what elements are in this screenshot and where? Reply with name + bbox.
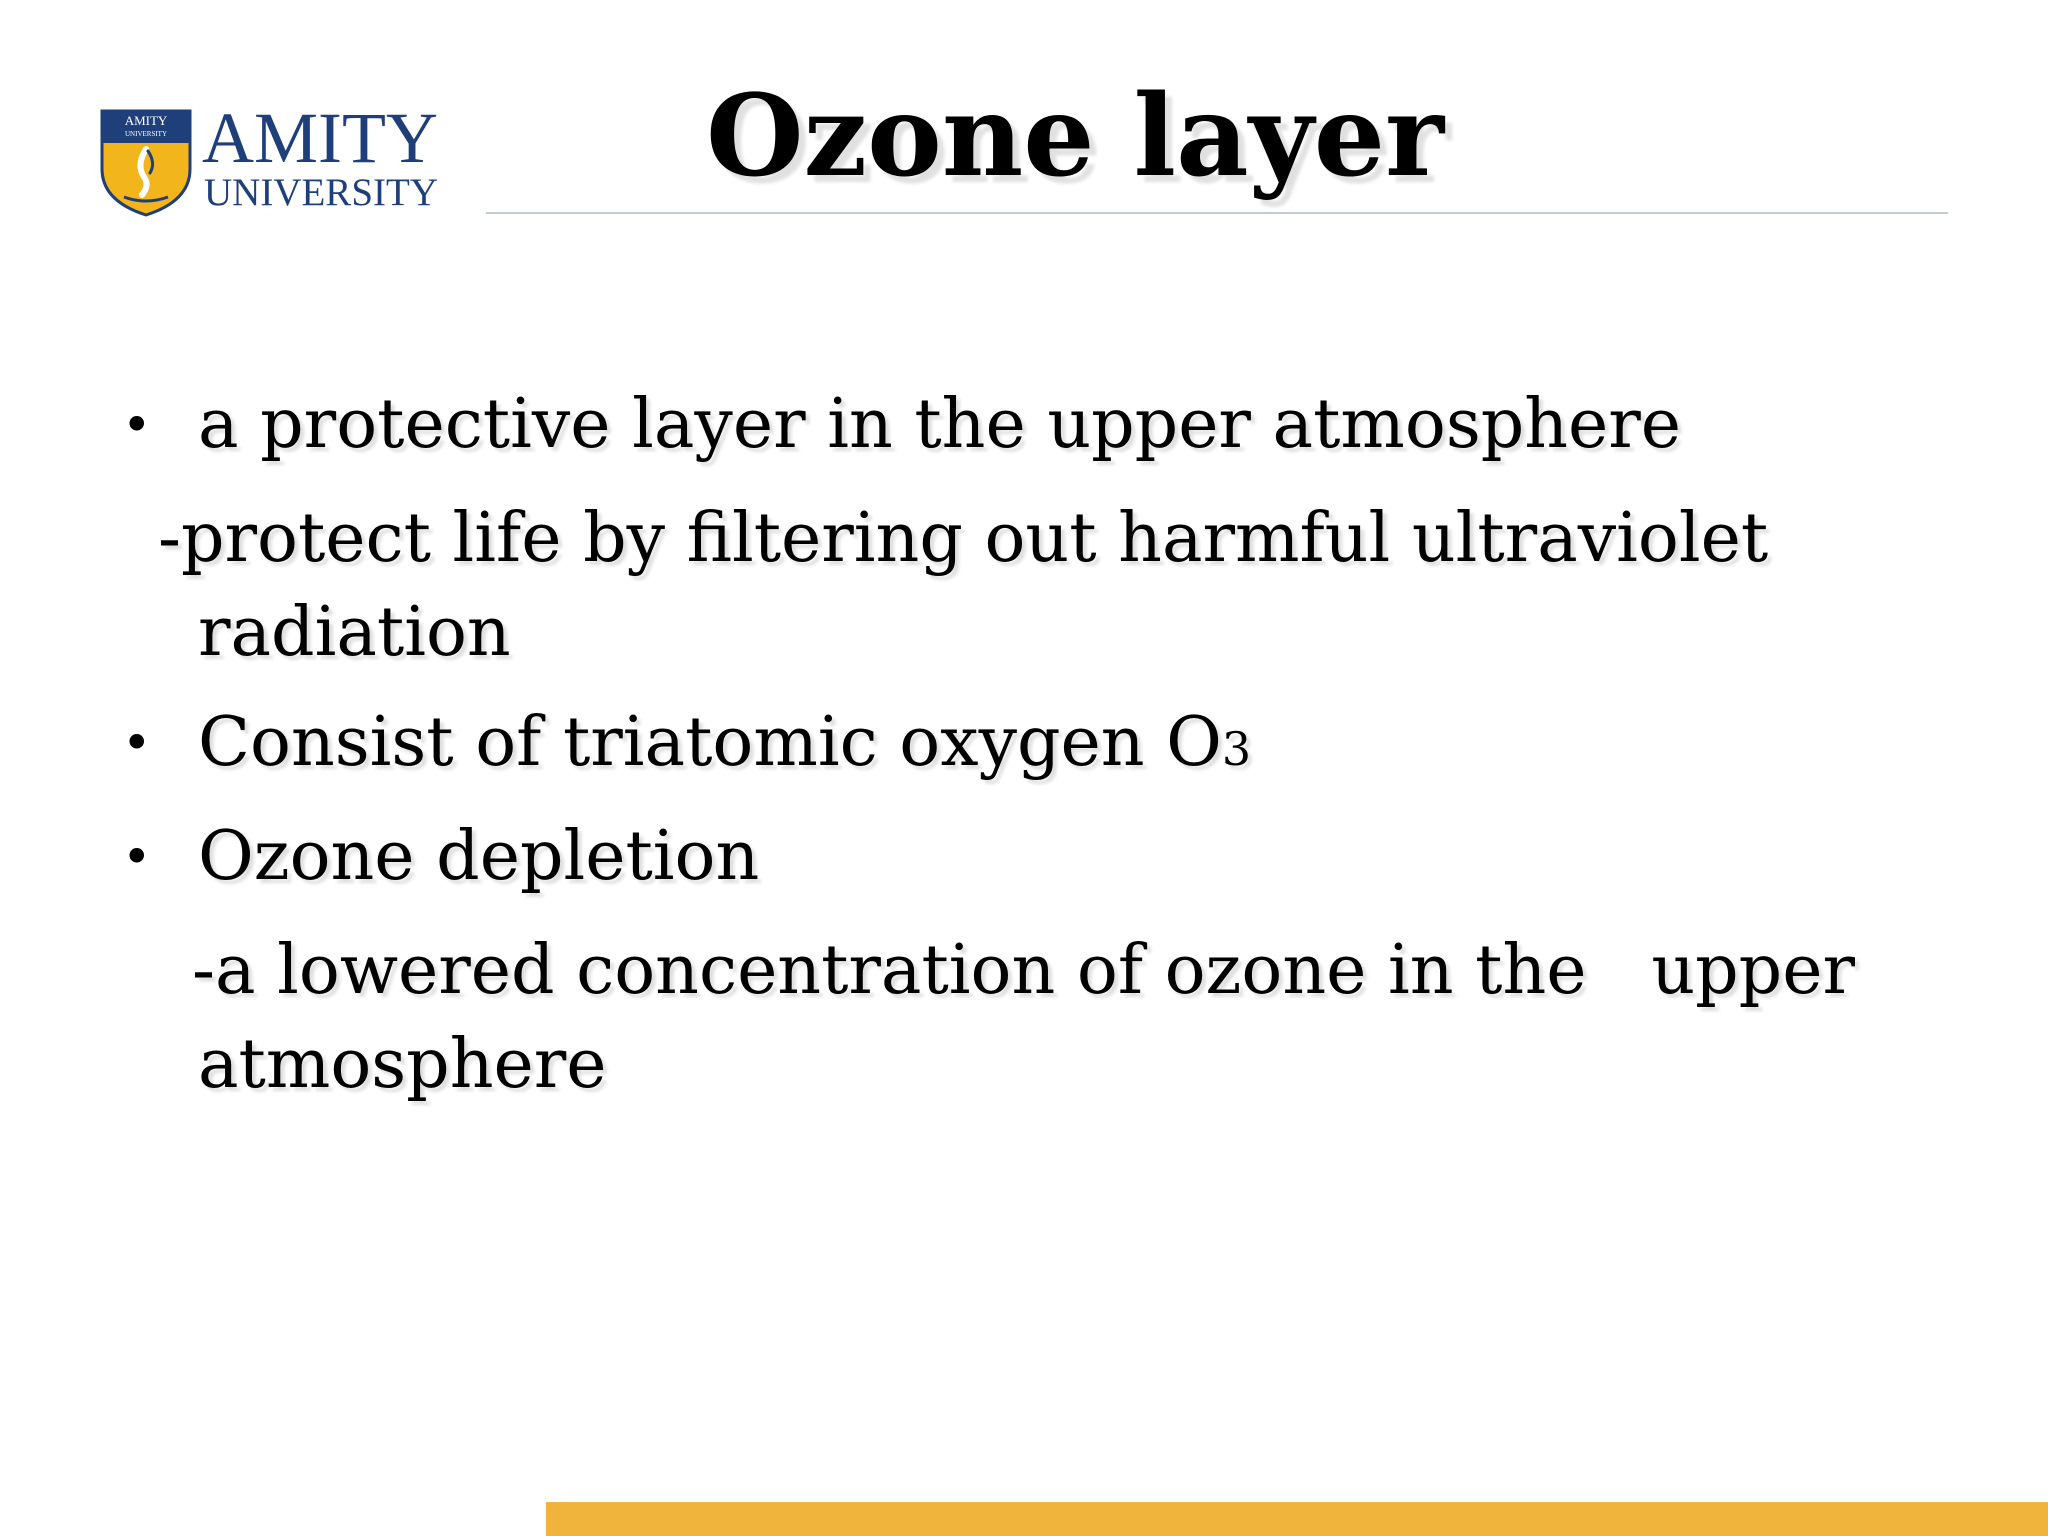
title-divider [486, 212, 1948, 214]
logo-subname: UNIVERSITY [204, 171, 438, 214]
sub-point-text: atmosphere [198, 1025, 607, 1104]
bullet-text [198, 698, 1251, 794]
footer-accent-bar [546, 1502, 2048, 1536]
bullet-text: a protective layer in the upper atmosphere [198, 385, 1682, 464]
bullet-dot: • [122, 828, 152, 886]
bullet-text-main: Consist of triatomic oxygen O [198, 703, 1222, 782]
slide-title: Ozone layer [705, 71, 1444, 202]
sub-point-text: -protect life by filtering out harmful ultraviolet [158, 499, 1769, 578]
svg-text:AMITY: AMITY [124, 113, 168, 128]
bullet-dot: • [122, 714, 152, 772]
sub-point-text: radiation [198, 593, 511, 672]
bullet-dot: • [122, 396, 152, 454]
subscript-text: 3 [1221, 722, 1252, 776]
amity-crest-icon [98, 105, 194, 217]
logo-name: AMITY [202, 98, 438, 178]
amity-logo [98, 98, 448, 217]
sub-point-text: -a lowered concentration of ozone in the upper [192, 931, 1855, 1010]
bullet-text: Ozone depletion [198, 817, 760, 896]
svg-text:UNIVERSITY: UNIVERSITY [125, 130, 167, 138]
